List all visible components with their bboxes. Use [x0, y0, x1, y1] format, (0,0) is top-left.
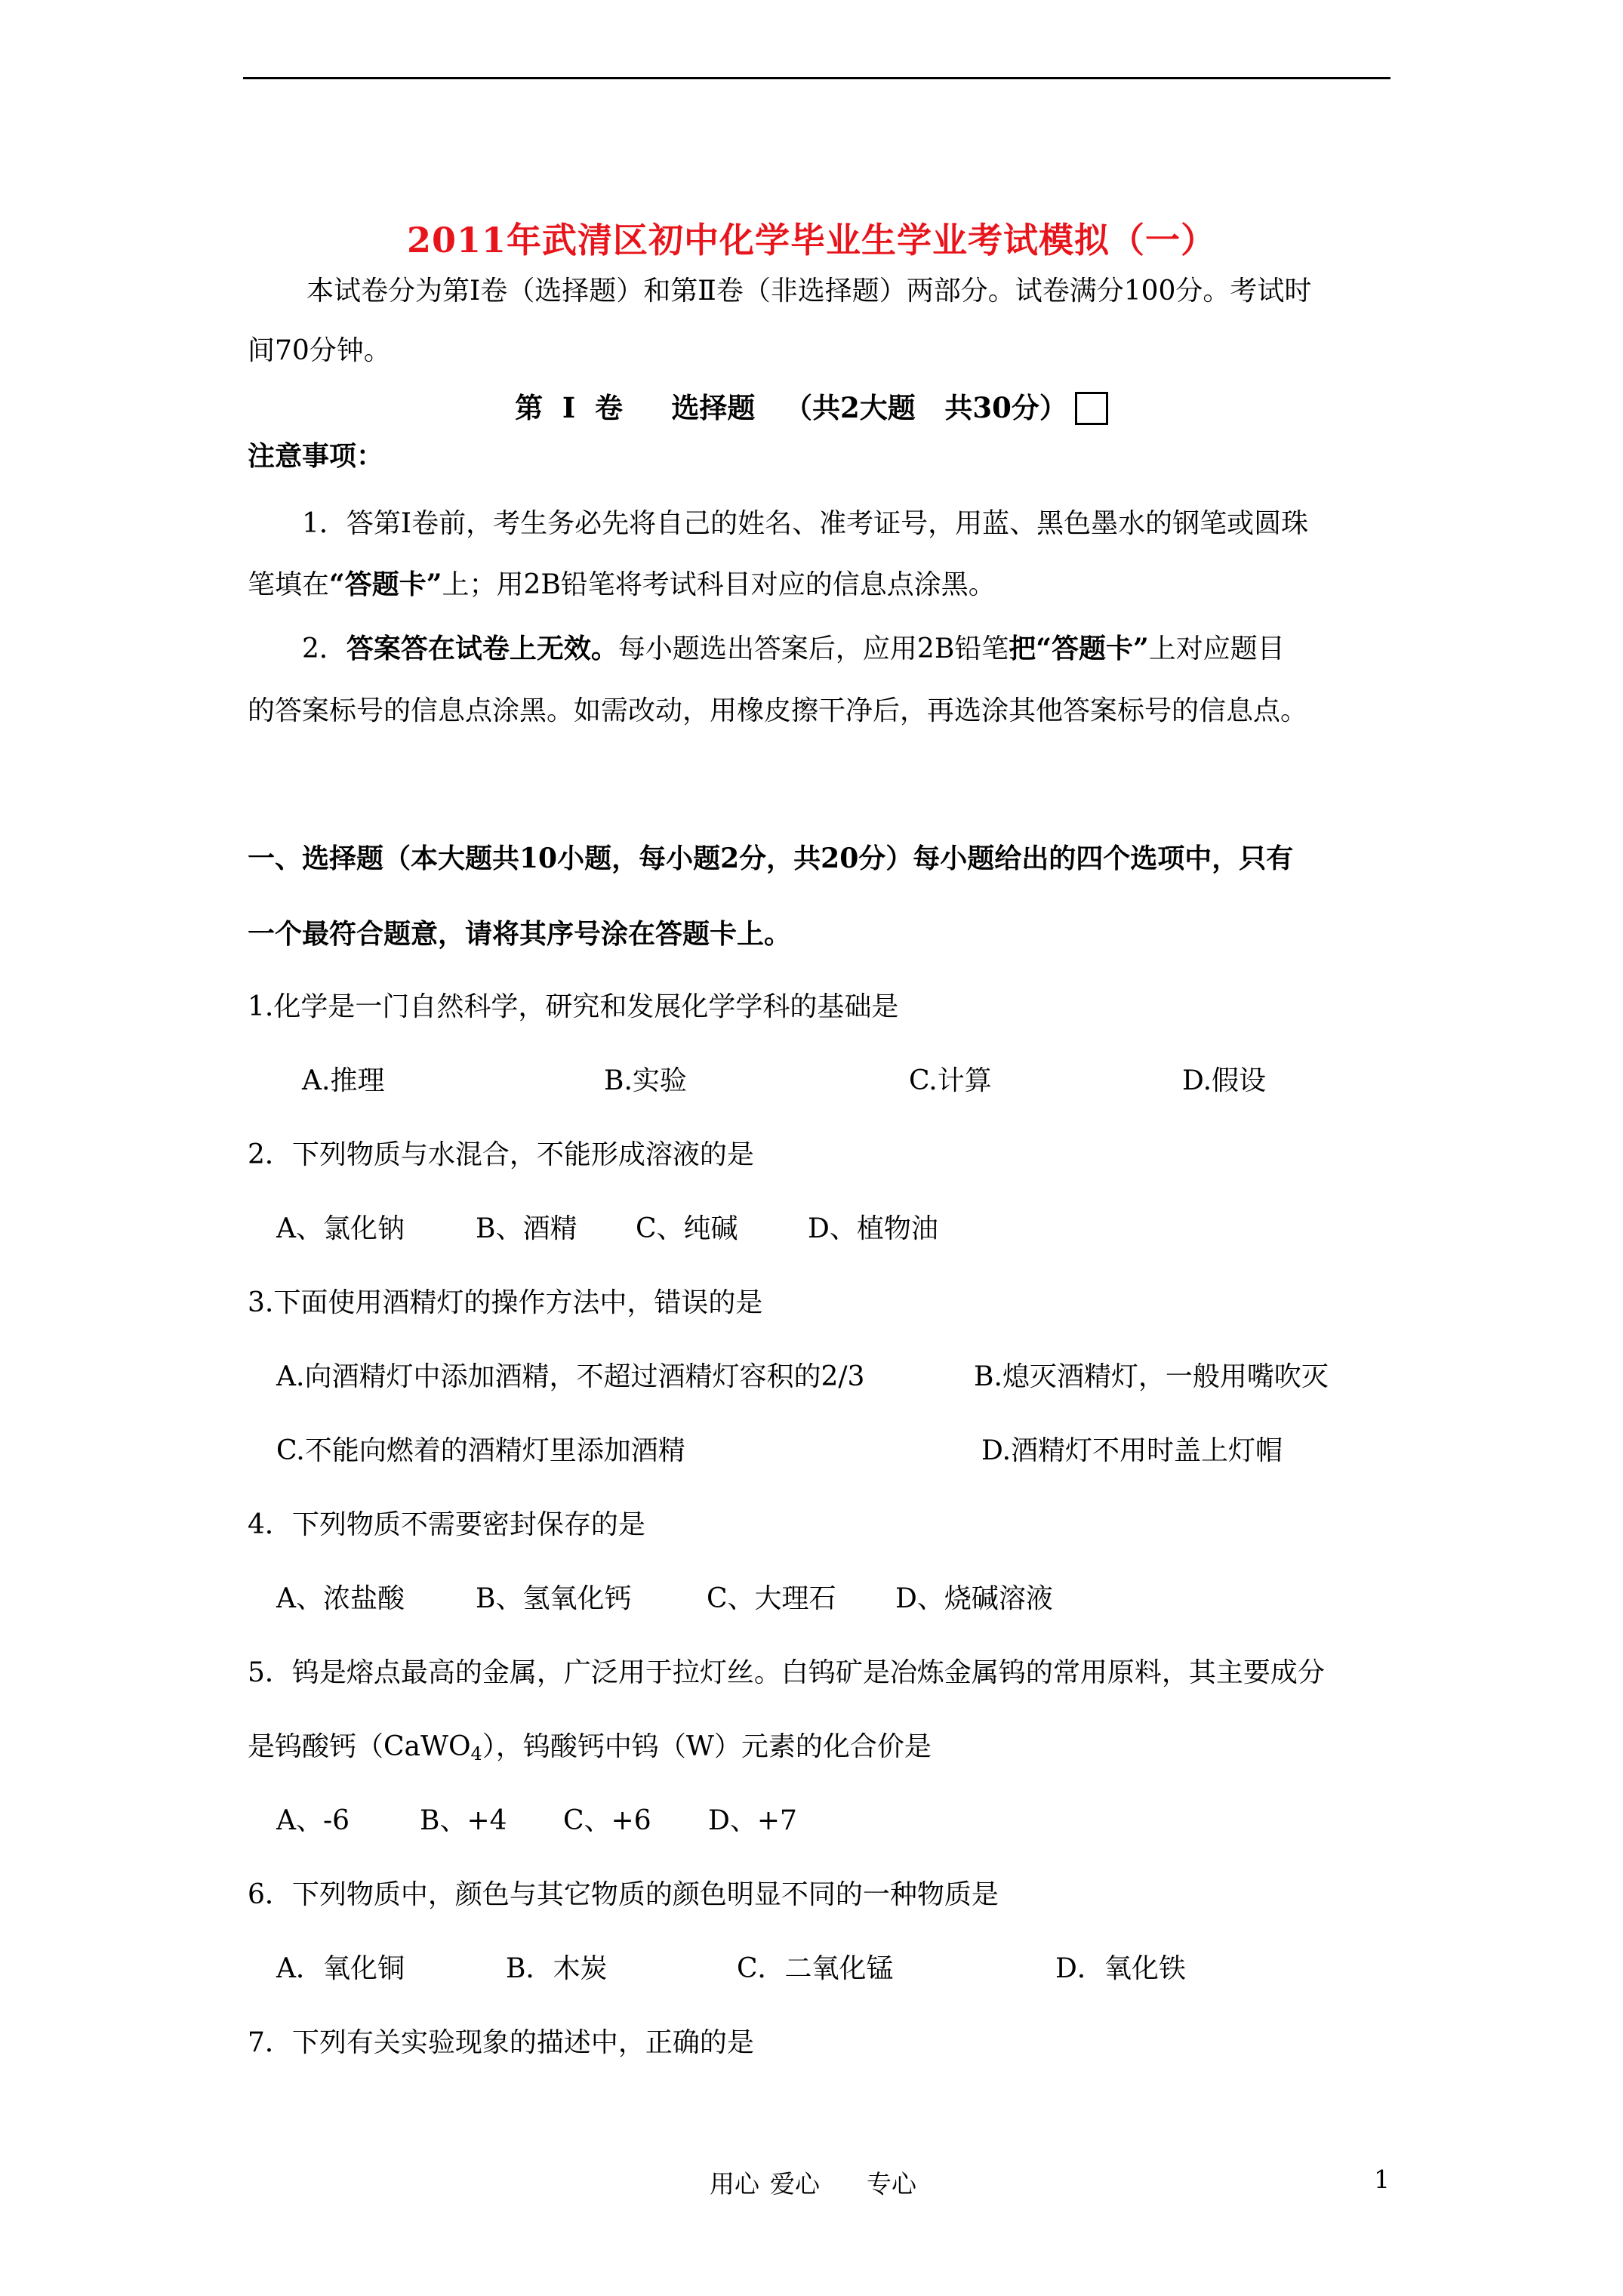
- footer-motto-3: 专心: [867, 2169, 916, 2199]
- section-1-heading: [0, 385, 1623, 426]
- footer-motto-1: 用心: [710, 2169, 759, 2199]
- part-1-intro-line-2: 一个最符合题意，请将其序号涂在答题卡上。: [248, 918, 792, 950]
- document-title: 2011年武清区初中化学毕业生学业考试模拟（一）: [406, 220, 1217, 260]
- footer-motto-2: 爱心: [770, 2169, 820, 2199]
- note-2-number: 2．: [302, 633, 346, 664]
- question-6-option-a: A．氧化铜: [276, 1953, 405, 1984]
- question-5-option-a: A、-6: [276, 1805, 350, 1836]
- note-1-line-2: [248, 566, 996, 603]
- score-box: [1075, 392, 1108, 425]
- question-7-stem: 7．下列有关实验现象的描述中，正确的是: [248, 2027, 754, 2058]
- question-6-stem: 6．下列物质中，颜色与其它物质的颜色明显不同的一种物质是: [248, 1879, 999, 1910]
- question-2-option-c: C、纯碱: [636, 1213, 738, 1244]
- question-1-option-c: C.计算: [909, 1065, 992, 1096]
- note-1-answer-card: “答题卡”: [329, 569, 442, 600]
- note-2-warning: 答案答在试卷上无效。: [346, 633, 618, 664]
- question-4-option-a: A、浓盐酸: [276, 1583, 405, 1614]
- question-5-option-c: C、+6: [563, 1805, 651, 1836]
- question-6-option-d: D．氧化铁: [1055, 1953, 1186, 1984]
- question-4-option-d: D、烧碱溶液: [895, 1583, 1053, 1614]
- question-1-option-b: B.实验: [604, 1065, 687, 1096]
- question-4-option-c: C、大理石: [707, 1583, 836, 1614]
- question-5-text-b: ），钨酸钙中钨（W）元素的化合价是: [482, 1731, 932, 1762]
- question-6-option-c: C．二氧化锰: [737, 1953, 894, 1984]
- intro-line-2: 间70分钟。: [248, 335, 391, 366]
- question-3-option-a: A.向酒精灯中添加酒精，不超过酒精灯容积的2/3: [276, 1361, 865, 1392]
- page-number: 1: [1374, 2165, 1390, 2194]
- question-2-stem: 2．下列物质与水混合，不能形成溶液的是: [248, 1139, 754, 1170]
- question-3-option-c: C.不能向燃着的酒精灯里添加酒精: [276, 1435, 685, 1466]
- intro-line-1: 本试卷分为第Ⅰ卷（选择题）和第Ⅱ卷（非选择题）两部分。试卷满分100分。考试时: [306, 276, 1312, 307]
- question-3-stem: 3.下面使用酒精灯的操作方法中，错误的是: [248, 1287, 763, 1318]
- question-4-option-b: B、氢氧化钙: [476, 1583, 632, 1614]
- note-1-text-c: 上；用2B铅笔将考试科目对应的信息点涂黑。: [442, 569, 996, 600]
- question-1-option-a: A.推理: [302, 1065, 385, 1096]
- question-1-option-d: D.假设: [1182, 1065, 1267, 1096]
- question-5-option-b: B、+4: [420, 1805, 507, 1836]
- note-2-answer-card: 把“答题卡”: [1009, 633, 1149, 664]
- question-3-option-b: B.熄灭酒精灯，一般用嘴吹灭: [974, 1361, 1329, 1392]
- section-1-heading-text: 第 Ⅰ 卷 选择题 （共2大题 共30分）: [515, 391, 1067, 424]
- header-rule: [243, 77, 1390, 79]
- question-6-option-b: B．木炭: [506, 1953, 608, 1984]
- question-1-stem: 1.化学是一门自然科学，研究和发展化学学科的基础是: [248, 991, 899, 1022]
- question-5-stem-line-2: [248, 1729, 932, 1765]
- question-5-stem-line-1: 5．钨是熔点最高的金属，广泛用于拉灯丝。白钨矿是冶炼金属钨的常用原料，其主要成分: [248, 1657, 1325, 1688]
- question-2-option-a: A、氯化钠: [276, 1213, 405, 1244]
- note-1-text-a: 笔填在: [248, 569, 330, 600]
- part-1-intro-line-1: 一、选择题（本大题共10小题，每小题2分，共20分）每小题给出的四个选项中，只有: [248, 843, 1294, 874]
- note-1-line-1: 1．答第Ⅰ卷前，考生务必先将自己的姓名、准考证号，用蓝、黑色墨水的钢笔或圆珠: [302, 508, 1309, 539]
- question-3-option-d: D.酒精灯不用时盖上灯帽: [981, 1435, 1283, 1466]
- note-2-line-2: 的答案标号的信息点涂黑。如需改动，用橡皮擦干净后，再选涂其他答案标号的信息点。: [248, 695, 1308, 726]
- question-2-option-d: D、植物油: [808, 1213, 938, 1244]
- question-2-option-b: B、酒精: [476, 1213, 577, 1244]
- notes-heading: 注意事项：: [248, 440, 384, 472]
- question-4-stem: 4．下列物质不需要密封保存的是: [248, 1509, 645, 1540]
- note-2-text-c: 每小题选出答案后，应用2B铅笔: [617, 633, 1009, 664]
- question-5-option-d: D、+7: [708, 1805, 797, 1836]
- question-5-subscript: 4: [470, 1743, 482, 1764]
- question-5-text-a: 是钨酸钙（CaWO: [248, 1731, 471, 1762]
- note-2-text-e: 上对应题目: [1148, 633, 1285, 664]
- note-2-line-1: [302, 630, 1285, 667]
